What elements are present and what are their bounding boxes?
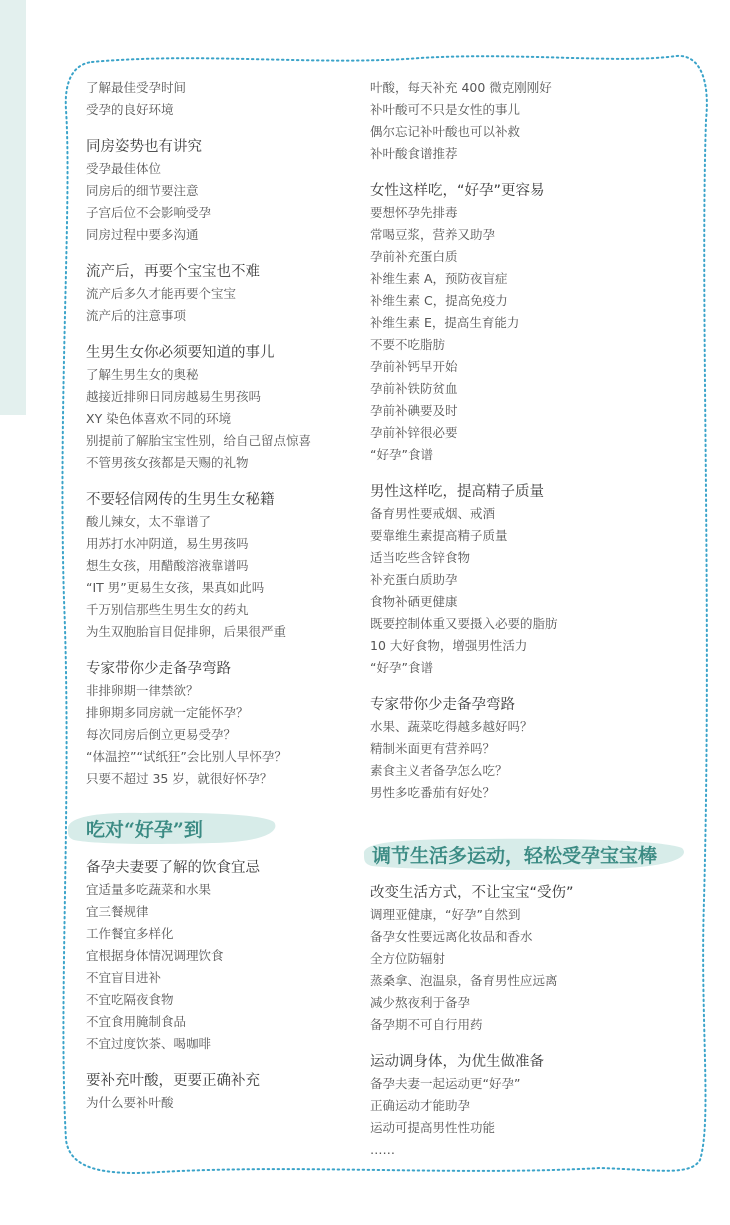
toc-section xyxy=(86,658,366,790)
list-item: 不要不吃脂肪 xyxy=(370,337,446,352)
section-title: 改变生活方式，不让宝宝“受伤” xyxy=(370,885,574,901)
list-item: 补维生素 A，预防夜盲症 xyxy=(370,271,508,286)
right-column xyxy=(370,77,650,819)
section-title: 同房姿势也有讲究 xyxy=(86,139,202,155)
list-item: 子宫后位不会影响受孕 xyxy=(86,205,212,220)
list-item: “体温控”“试纸狂”会比别人早怀孕？ xyxy=(86,749,287,764)
list-item: 非排卵期一律禁欲？ xyxy=(86,683,199,698)
list-item: 为生双胞胎盲目促排卵，后果很严重 xyxy=(86,624,287,639)
list-item: 孕前补锌很必要 xyxy=(370,425,458,440)
list-item: 备育男性要戒烟、戒酒 xyxy=(370,506,496,521)
list-item: “好孕”食谱 xyxy=(370,660,433,675)
list-item: 素食主义者备孕怎么吃？ xyxy=(370,763,508,778)
chapter-banner-eat xyxy=(62,808,280,848)
list-item: 孕前补充蛋白质 xyxy=(370,249,458,264)
left-column-bottom xyxy=(86,857,366,1129)
section-title: 专家带你少走备孕弯路 xyxy=(86,661,231,677)
list-item: 宜适量多吃蔬菜和水果 xyxy=(86,882,212,897)
list-item: “IT 男”更易生女孩，果真如此吗 xyxy=(86,580,265,595)
toc-section xyxy=(370,694,650,804)
list-item: 用苏打水冲阴道，易生男孩吗 xyxy=(86,536,249,551)
list-item: 千万别信那些生男生女的药丸 xyxy=(86,602,249,617)
chapter-title: 吃对“好孕”到 xyxy=(86,818,203,841)
list-item: 水果、蔬菜吃得越多越好吗？ xyxy=(370,719,533,734)
list-item: 精制米面更有营养吗？ xyxy=(370,741,496,756)
list-item: 受孕的良好环境 xyxy=(86,102,174,117)
toc-section xyxy=(370,481,650,679)
list-item: 流产后的注意事项 xyxy=(86,308,187,323)
list-item: 备孕期不可自行用药 xyxy=(370,1017,483,1032)
chapter-banner-exercise xyxy=(360,834,690,874)
list-item: XY 染色体喜欢不同的环境 xyxy=(86,411,232,426)
list-item: 补维生素 E，提高生育能力 xyxy=(370,315,520,330)
list-item: 宜三餐规律 xyxy=(86,904,149,919)
chapter-title: 调节生活多运动，轻松受孕宝宝棒 xyxy=(372,844,658,867)
list-item: 叶酸，每天补充 400 微克刚刚好 xyxy=(370,80,552,95)
list-item: 为什么要补叶酸 xyxy=(86,1095,174,1110)
toc-section xyxy=(86,342,366,474)
list-item: 孕前补碘要及时 xyxy=(370,403,458,418)
list-item: 要想怀孕先排毒 xyxy=(370,205,458,220)
section-title: 生男生女你必须要知道的事儿 xyxy=(86,345,275,361)
right-column-bottom xyxy=(370,882,650,1176)
list-item: 了解最佳受孕时间 xyxy=(86,80,187,95)
toc-section xyxy=(86,1070,366,1114)
left-column xyxy=(86,77,366,805)
list-item: 受孕最佳体位 xyxy=(86,161,162,176)
section-title: 要补充叶酸，更要正确补充 xyxy=(86,1073,260,1089)
list-item: 不宜吃隔夜食物 xyxy=(86,992,174,1007)
list-item: 男性多吃番茄有好处？ xyxy=(370,785,496,800)
list-item: 孕前补钙早开始 xyxy=(370,359,458,374)
list-item: 补叶酸食谱推荐 xyxy=(370,146,458,161)
list-item: 同房过程中要多沟通 xyxy=(86,227,199,242)
list-item: 全方位防辐射 xyxy=(370,951,446,966)
list-item: 食物补硒更健康 xyxy=(370,594,458,609)
list-item: 减少熬夜利于备孕 xyxy=(370,995,471,1010)
list-item: 孕前补铁防贫血 xyxy=(370,381,458,396)
list-item: 不管男孩女孩都是天赐的礼物 xyxy=(86,455,249,470)
list-item: 同房后的细节要注意 xyxy=(86,183,199,198)
list-item: 宜根据身体情况调理饮食 xyxy=(86,948,224,963)
list-item: 调理亚健康，“好孕”自然到 xyxy=(370,907,521,922)
list-item: 要靠维生素提高精子质量 xyxy=(370,528,508,543)
list-item: 越接近排卵日同房越易生男孩吗 xyxy=(86,389,262,404)
list-item: 不宜盲目进补 xyxy=(86,970,162,985)
left-intro-section xyxy=(86,77,366,121)
list-item: 补充蛋白质助孕 xyxy=(370,572,458,587)
list-item: 备孕女性要远离化妆品和香水 xyxy=(370,929,533,944)
list-item: 10 大好食物，增强男性活力 xyxy=(370,638,528,653)
toc-section xyxy=(370,882,650,1036)
list-item: 补叶酸可不只是女性的事儿 xyxy=(370,102,521,117)
toc-section xyxy=(86,857,366,1055)
list-item: 偶尔忘记补叶酸也可以补救 xyxy=(370,124,521,139)
toc-section xyxy=(86,136,366,246)
toc-section xyxy=(370,1051,650,1161)
toc-section xyxy=(370,180,650,466)
list-item: 流产后多久才能再要个宝宝 xyxy=(86,286,237,301)
list-item: 不宜食用腌制食品 xyxy=(86,1014,187,1029)
list-item: 排卵期多同房就一定能怀孕？ xyxy=(86,705,249,720)
list-item: 只要不超过 35 岁，就很好怀孕？ xyxy=(86,771,273,786)
list-item: …… xyxy=(370,1142,395,1157)
section-title: 运动调身体，为优生做准备 xyxy=(370,1054,544,1070)
list-item: 工作餐宜多样化 xyxy=(86,926,174,941)
section-title: 专家带你少走备孕弯路 xyxy=(370,697,515,713)
list-item: 酸儿辣女，太不靠谱了 xyxy=(86,514,212,529)
section-title: 不要轻信网传的生男生女秘籍 xyxy=(86,492,275,508)
list-item: 正确运动才能助孕 xyxy=(370,1098,471,1113)
toc-section xyxy=(86,489,366,643)
section-title: 女性这样吃，“好孕”更容易 xyxy=(370,183,545,199)
list-item: 不宜过度饮茶、喝咖啡 xyxy=(86,1036,212,1051)
list-item: 蒸桑拿、泡温泉，备育男性应远离 xyxy=(370,973,558,988)
list-item: 适当吃些含锌食物 xyxy=(370,550,471,565)
list-item: 想生女孩，用醋酸溶液靠谱吗 xyxy=(86,558,249,573)
list-item: 补维生素 C，提高免疫力 xyxy=(370,293,508,308)
list-item: 既要控制体重又要摄入必要的脂肪 xyxy=(370,616,558,631)
list-item: 别提前了解胎宝宝性别，给自己留点惊喜 xyxy=(86,433,312,448)
section-title: 流产后，再要个宝宝也不难 xyxy=(86,264,260,280)
list-item: 每次同房后倒立更易受孕？ xyxy=(86,727,237,742)
list-item: 了解生男生女的奥秘 xyxy=(86,367,199,382)
right-intro-section xyxy=(370,77,650,165)
list-item: “好孕”食谱 xyxy=(370,447,433,462)
section-title: 男性这样吃，提高精子质量 xyxy=(370,484,544,500)
list-item: 运动可提高男性性功能 xyxy=(370,1120,496,1135)
list-item: 备孕夫妻一起运动更“好孕” xyxy=(370,1076,521,1091)
list-item: 常喝豆浆，营养又助孕 xyxy=(370,227,496,242)
section-title: 备孕夫妻要了解的饮食宜忌 xyxy=(86,860,260,876)
toc-section xyxy=(86,261,366,327)
